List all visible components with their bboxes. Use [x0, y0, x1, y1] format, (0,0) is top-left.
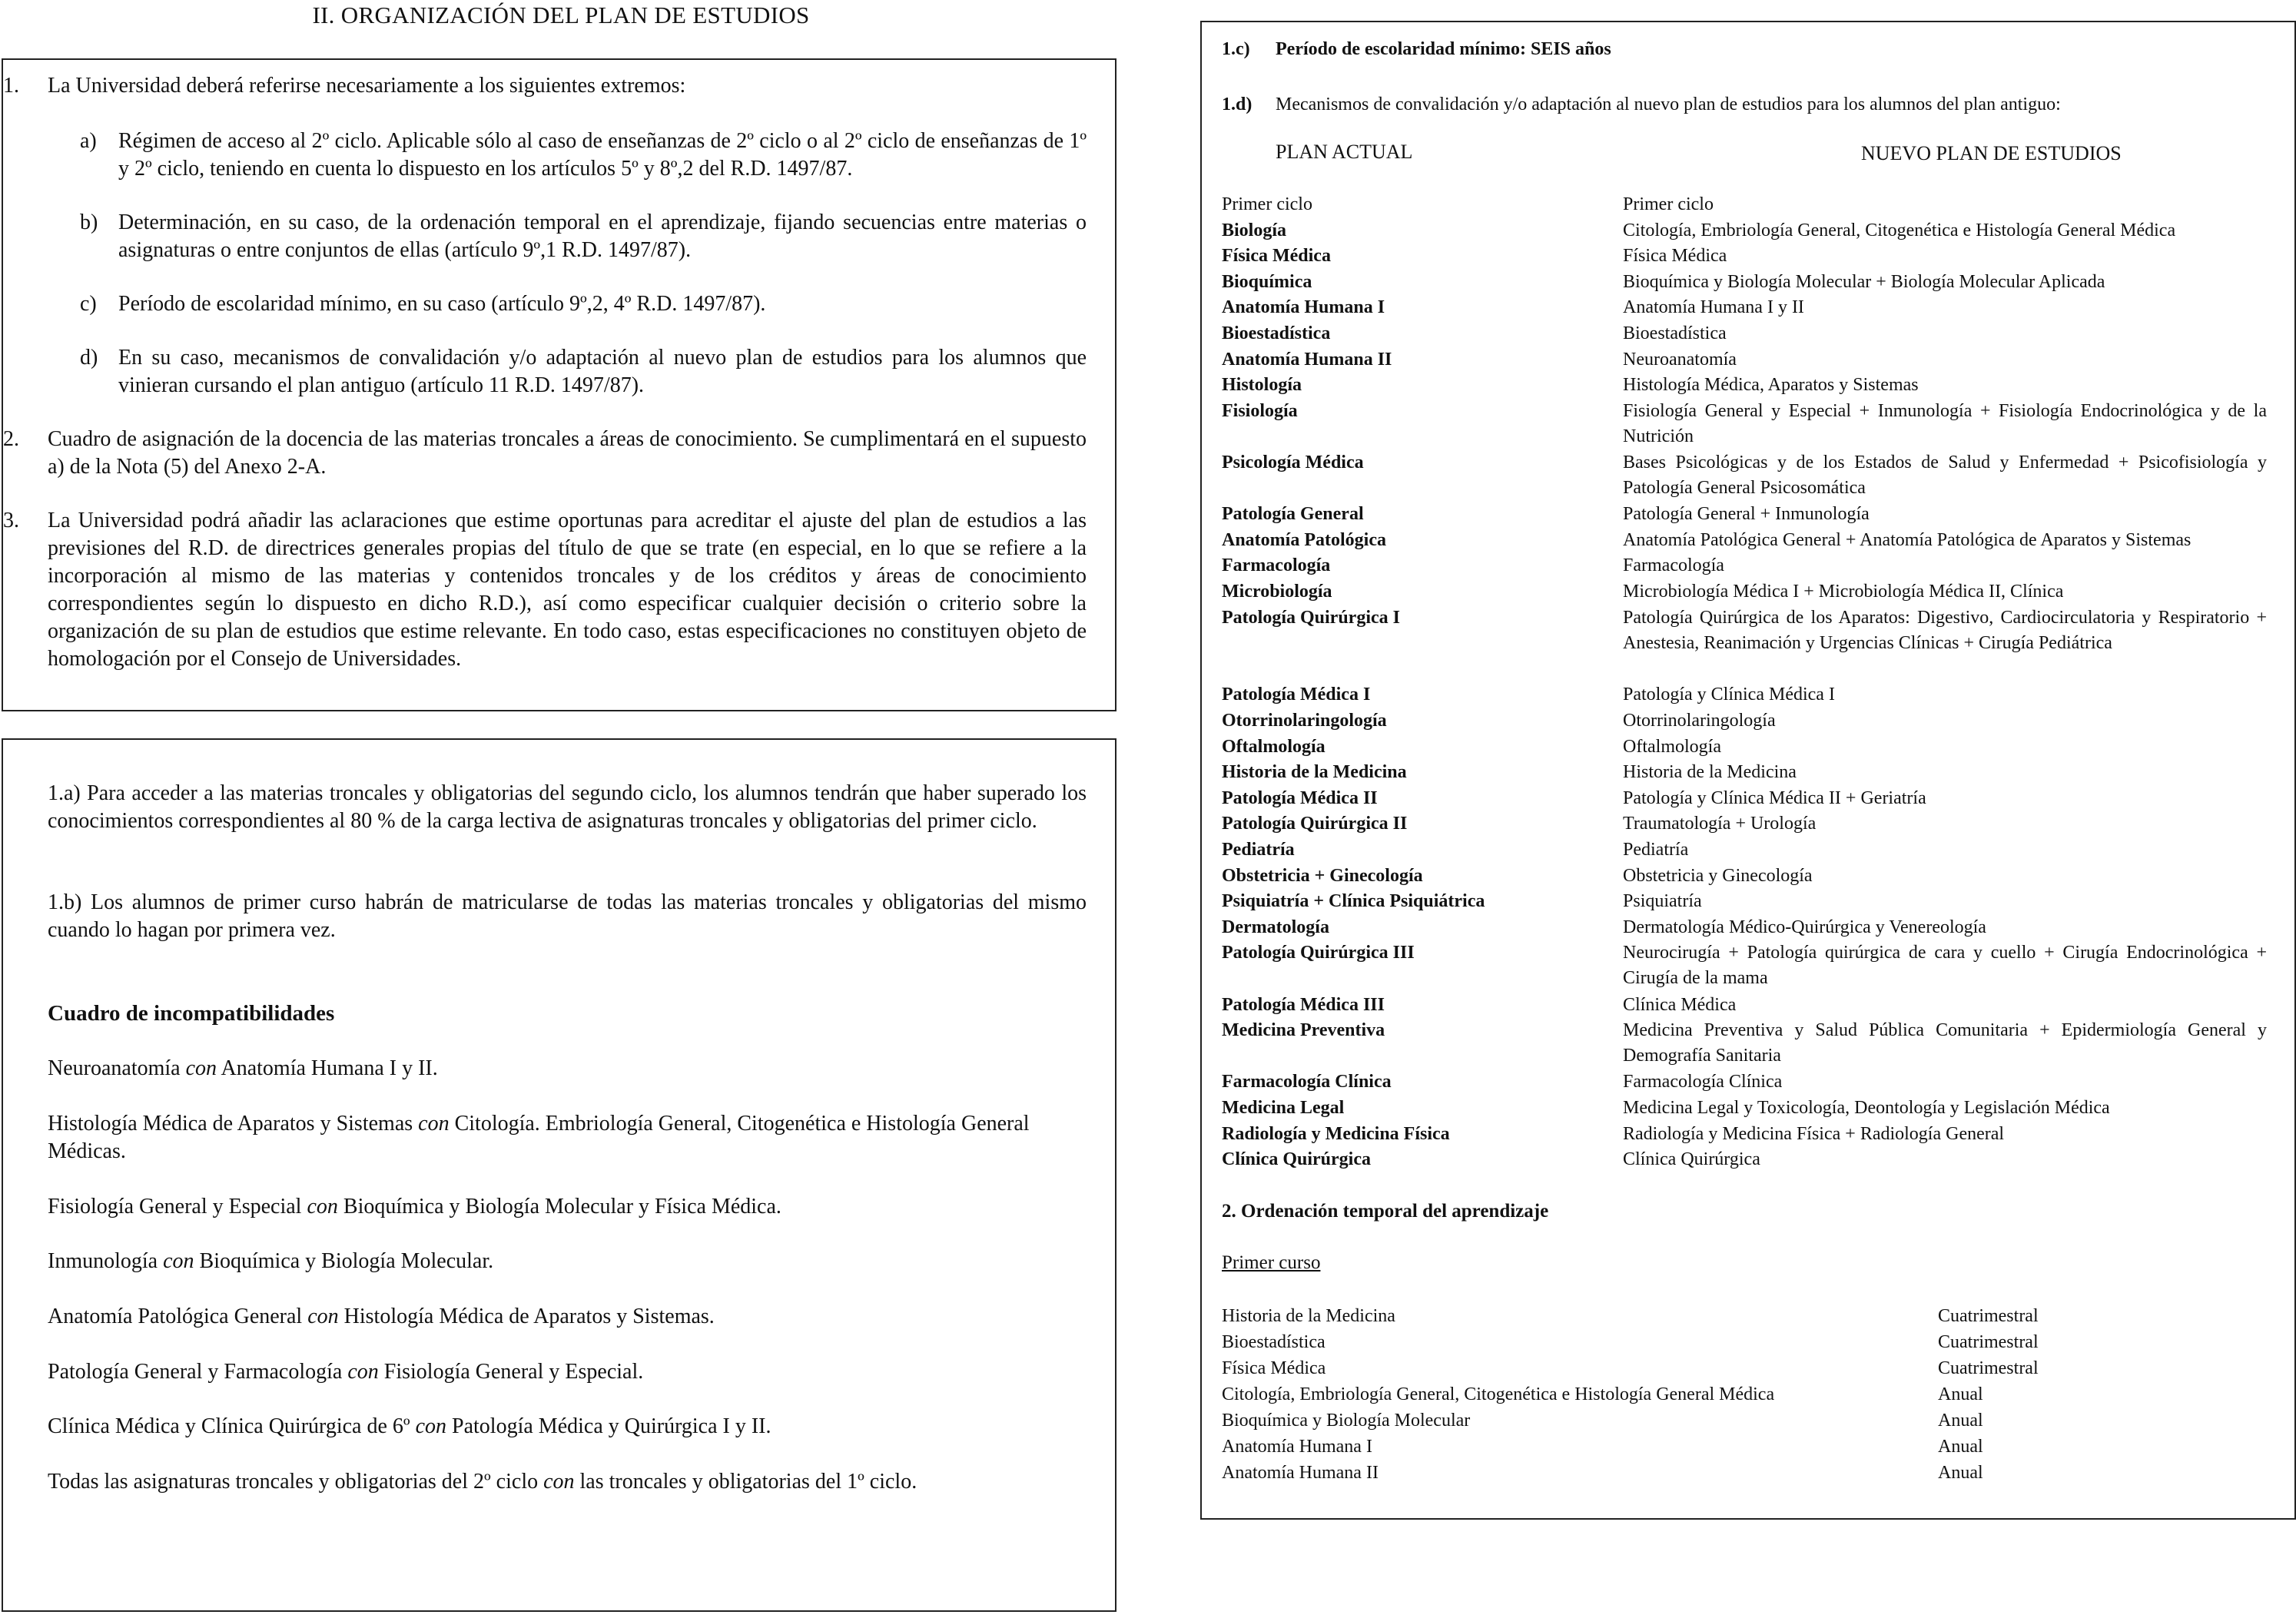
old-plan-subject: Medicina Legal: [1222, 1098, 1345, 1118]
convalidation-intro: [1222, 93, 2061, 116]
item-1d: [80, 344, 1087, 400]
plan-details-box: [1200, 21, 2296, 1520]
minimum-period: [1222, 38, 1611, 61]
subject: Citología, Embriología General, Citogenética e Histología General Médica: [1222, 1384, 1775, 1404]
item-number: 2.: [3, 427, 19, 451]
section-tag: 1.d): [1222, 94, 1253, 114]
rule-1b: 1.b) Los alumnos de primer curso habrán de matricularse de todas las materias troncales y obligatorias del mismo cuando lo hagan por primera vez.: [48, 890, 1087, 942]
item-text: Régimen de acceso al 2º ciclo. Aplicable sólo al caso de enseñanzas de 2º ciclo o al 2º ciclo de enseñanzas de 1º y 2º ciclo, teniendo en cuenta lo dispuesto en los artículos 5º y 8º,2 del R.D. 1497/87.: [118, 129, 1087, 181]
new-plan-subject: Primer ciclo: [1623, 194, 1714, 214]
item-text: La Universidad podrá añadir las aclaraciones que estime oportunas para acreditar el ajuste del plan de estudios a las previsiones del R.D. de directrices generales propias del título de que se trate (en especial, en lo que se refiere a la incorporación al mismo de las materias y contenidos troncales y de los créditos y áreas de conocimiento correspondientes según lo dispuesto en dicho R.D.), así como especificar cualquier decisión o criterio sobre la organización de su plan de estudios que estime relevante. En todo caso, estas especificaciones no constituyen objeto de homologación por el Consejo de Universidades.: [48, 509, 1087, 671]
old-plan-subject: Bioestadística: [1222, 323, 1331, 343]
incompatibility-item: Histología Médica de Aparatos y Sistemas con Citología. Embriología General, Citogenética e Histología General Médicas.: [48, 1112, 1030, 1163]
page-title: II. ORGANIZACIÓN DEL PLAN DE ESTUDIOS: [312, 2, 810, 28]
new-plan-subject: Física Médica: [1623, 246, 1727, 266]
new-plan-subject: Radiología y Medicina Física + Radiología General: [1623, 1124, 2005, 1144]
subject: Física Médica: [1222, 1358, 1326, 1378]
rule-1a: 1.a) Para acceder a las materias troncales y obligatorias del segundo ciclo, los alumnos tendrán que haber superado los conocimientos correspondientes al 80 % de la carga lectiva de asignaturas troncales y obligatorias del primer ciclo.: [48, 781, 1087, 833]
incompatibilities-heading: Cuadro de incompatibilidades: [48, 1001, 335, 1026]
new-plan-subject: Traumatología + Urología: [1623, 814, 1817, 834]
item-3: [3, 507, 1087, 673]
incompatibility-item: Patología General y Farmacología con Fisiología General y Especial.: [48, 1360, 644, 1384]
new-plan-subject: Anatomía Patológica General + Anatomía Patológica de Aparatos y Sistemas: [1623, 530, 2191, 550]
new-plan-subject: Clínica Quirúrgica: [1623, 1149, 1760, 1169]
item-letter: b): [80, 211, 98, 234]
new-plan-subject: Neuroanatomía: [1623, 350, 1737, 370]
new-plan-subject: Microbiología Médica I + Microbiología Médica II, Clínica: [1623, 582, 2064, 602]
item-text: Cuadro de asignación de la docencia de las materias troncales a áreas de conocimiento. Se cumplimentará en el supuesto a) de la Nota (5) del Anexo 2-A.: [48, 427, 1087, 479]
item-1b: [80, 209, 1087, 264]
item-2: [3, 426, 1087, 481]
old-plan-subject: Patología Médica II: [1222, 788, 1378, 808]
new-plan-subject: Farmacología Clínica: [1623, 1072, 1783, 1092]
column-header-old: PLAN ACTUAL: [1276, 141, 1413, 163]
section-text: Período de escolaridad mínimo: SEIS años: [1276, 39, 1611, 59]
new-plan-subject: Otorrinolaringología: [1623, 711, 1776, 731]
old-plan-subject: Farmacología Clínica: [1222, 1072, 1392, 1092]
item-text: Determinación, en su caso, de la ordenación temporal en el aprendizaje, fijando secuencias entre materias o asignaturas o entre conjuntos de ellas (artículo 9º,1 R.D. 1497/87).: [118, 211, 1087, 262]
old-plan-subject: Medicina Preventiva: [1222, 1020, 1385, 1040]
new-plan-subject: Historia de la Medicina: [1623, 762, 1797, 782]
new-plan-subject: Fisiología General y Especial + Inmunología + Fisiología Endocrinológica y de la Nutrición: [1623, 401, 2267, 446]
old-plan-subject: Anatomía Patológica: [1222, 530, 1386, 550]
old-plan-subject: Patología Quirúrgica II: [1222, 814, 1408, 834]
incompatibility-item: Fisiología General y Especial con Bioquímica y Biología Molecular y Física Médica.: [48, 1195, 781, 1218]
section-text: Mecanismos de convalidación y/o adaptación al nuevo plan de estudios para los alumnos del plan antiguo:: [1276, 94, 2061, 114]
duration: Anual: [1938, 1437, 1983, 1457]
item-letter: c): [80, 292, 97, 316]
new-plan-subject: Farmacología: [1623, 555, 1724, 575]
new-plan-subject: Histología Médica, Aparatos y Sistemas: [1623, 375, 1919, 395]
new-plan-subject: Patología y Clínica Médica II + Geriatría: [1623, 788, 1926, 808]
old-plan-subject: Anatomía Humana II: [1222, 350, 1392, 370]
new-plan-subject: Psiquiatría: [1623, 891, 1702, 911]
old-plan-subject: Psiquiatría + Clínica Psiquiátrica: [1222, 891, 1485, 911]
duration: Anual: [1938, 1463, 1983, 1483]
new-plan-subject: Obstetricia y Ginecología: [1623, 866, 1813, 886]
item-text: La Universidad deberá referirse necesariamente a los siguientes extremos:: [48, 74, 686, 98]
duration: Anual: [1938, 1384, 1983, 1404]
duration: Cuatrimestral: [1938, 1332, 2039, 1352]
new-plan-subject: Bioquímica y Biología Molecular + Biología Molecular Aplicada: [1623, 272, 2105, 292]
old-plan-subject: Histología: [1222, 375, 1302, 395]
section-tag: 1.c): [1222, 39, 1250, 59]
old-plan-subject: Pediatría: [1222, 840, 1295, 860]
subject: Bioquímica y Biología Molecular: [1222, 1411, 1471, 1431]
subject: Anatomía Humana II: [1222, 1463, 1379, 1483]
old-plan-subject: Primer ciclo: [1222, 194, 1312, 214]
incompatibility-item: Inmunología con Bioquímica y Biología Molecular.: [48, 1249, 494, 1273]
subject: Historia de la Medicina: [1222, 1306, 1395, 1326]
item-1: [3, 72, 1087, 100]
new-plan-subject: Patología y Clínica Médica I: [1623, 685, 1835, 705]
old-plan-subject: Anatomía Humana I: [1222, 297, 1385, 317]
old-plan-subject: Radiología y Medicina Física: [1222, 1124, 1450, 1144]
item-text: Período de escolaridad mínimo, en su caso (artículo 9º,2, 4º R.D. 1497/87).: [118, 292, 766, 316]
new-plan-subject: Medicina Legal y Toxicología, Deontología y Legislación Médica: [1623, 1098, 2110, 1118]
new-plan-subject: Bioestadística: [1623, 323, 1727, 343]
duration: Cuatrimestral: [1938, 1358, 2039, 1378]
new-plan-subject: Dermatología Médico-Quirúrgica y Venereología: [1623, 917, 1986, 937]
incompatibility-item: Todas las asignaturas troncales y obligatorias del 2º ciclo con las troncales y obligatorias del 1º ciclo.: [48, 1470, 917, 1494]
new-plan-subject: Pediatría: [1623, 840, 1689, 860]
old-plan-subject: Patología General: [1222, 504, 1364, 524]
requirements-box: [2, 58, 1116, 711]
subject: Anatomía Humana I: [1222, 1437, 1372, 1457]
old-plan-subject: Oftalmología: [1222, 737, 1326, 757]
old-plan-subject: Biología: [1222, 220, 1287, 240]
old-plan-subject: Dermatología: [1222, 917, 1329, 937]
old-plan-subject: Patología Quirúrgica I: [1222, 608, 1400, 628]
item-text: En su caso, mecanismos de convalidación y/o adaptación al nuevo plan de estudios para los alumnos que vinieran cursando el plan antiguo (artículo 11 R.D. 1497/87).: [118, 346, 1087, 397]
old-plan-subject: Física Médica: [1222, 246, 1331, 266]
item-number: 1.: [3, 74, 19, 98]
new-plan-subject: Patología General + Inmunología: [1623, 504, 1870, 524]
old-plan-subject: Obstetricia + Ginecología: [1222, 866, 1423, 886]
new-plan-subject: Patología Quirúrgica de los Aparatos: Digestivo, Cardiocirculatoria y Respiratorio + Anestesia, Reanimación y Urgencias Clínicas + Cirugía Pediátrica: [1623, 608, 2267, 653]
old-plan-subject: Fisiología: [1222, 401, 1298, 421]
old-plan-subject: Otorrinolaringología: [1222, 711, 1387, 731]
column-header-new: NUEVO PLAN DE ESTUDIOS: [1861, 142, 2122, 164]
old-plan-subject: Bioquímica: [1222, 272, 1312, 292]
section-2-title: 2. Ordenación temporal del aprendizaje: [1222, 1201, 1549, 1222]
incompatibility-item: Clínica Médica y Clínica Quirúrgica de 6º con Patología Médica y Quirúrgica I y II.: [48, 1414, 771, 1438]
duration: Anual: [1938, 1411, 1983, 1431]
incompatibility-item: Anatomía Patológica General con Histología Médica de Aparatos y Sistemas.: [48, 1305, 715, 1328]
new-plan-subject: Clínica Médica: [1623, 995, 1737, 1015]
primer-curso-heading: Primer curso: [1222, 1252, 1321, 1273]
new-plan-subject: Anatomía Humana I y II: [1623, 297, 1804, 317]
item-number: 3.: [3, 509, 19, 532]
old-plan-subject: Microbiología: [1222, 582, 1332, 602]
old-plan-subject: Patología Médica III: [1222, 995, 1385, 1015]
new-plan-subject: Medicina Preventiva y Salud Pública Comunitaria + Epidermiología General y Demografía Sanitaria: [1623, 1020, 2267, 1066]
item-letter: d): [80, 346, 98, 370]
new-plan-subject: Citología, Embriología General, Citogenética e Histología General Médica: [1623, 220, 2176, 240]
item-1c: [80, 290, 1087, 318]
old-plan-subject: Psicología Médica: [1222, 453, 1364, 472]
new-plan-subject: Neurocirugía + Patología quirúrgica de cara y cuello + Cirugía Endocrinológica + Cirugía de la mama: [1623, 943, 2267, 988]
duration: Cuatrimestral: [1938, 1306, 2039, 1326]
item-letter: a): [80, 129, 97, 153]
old-plan-subject: Historia de la Medicina: [1222, 762, 1407, 782]
subject: Bioestadística: [1222, 1332, 1326, 1352]
incompatibility-item: Neuroanatomía con Anatomía Humana I y II.: [48, 1056, 438, 1080]
old-plan-subject: Patología Médica I: [1222, 685, 1371, 705]
old-plan-subject: Clínica Quirúrgica: [1222, 1149, 1371, 1169]
old-plan-subject: Farmacología: [1222, 555, 1331, 575]
item-1a: [80, 128, 1087, 183]
access-rules-box: [2, 738, 1116, 1612]
new-plan-subject: Bases Psicológicas y de los Estados de Salud y Enfermedad + Psicofisiología y Patología General Psicosomática: [1623, 453, 2267, 498]
new-plan-subject: Oftalmología: [1623, 737, 1721, 757]
old-plan-subject: Patología Quirúrgica III: [1222, 943, 1415, 963]
